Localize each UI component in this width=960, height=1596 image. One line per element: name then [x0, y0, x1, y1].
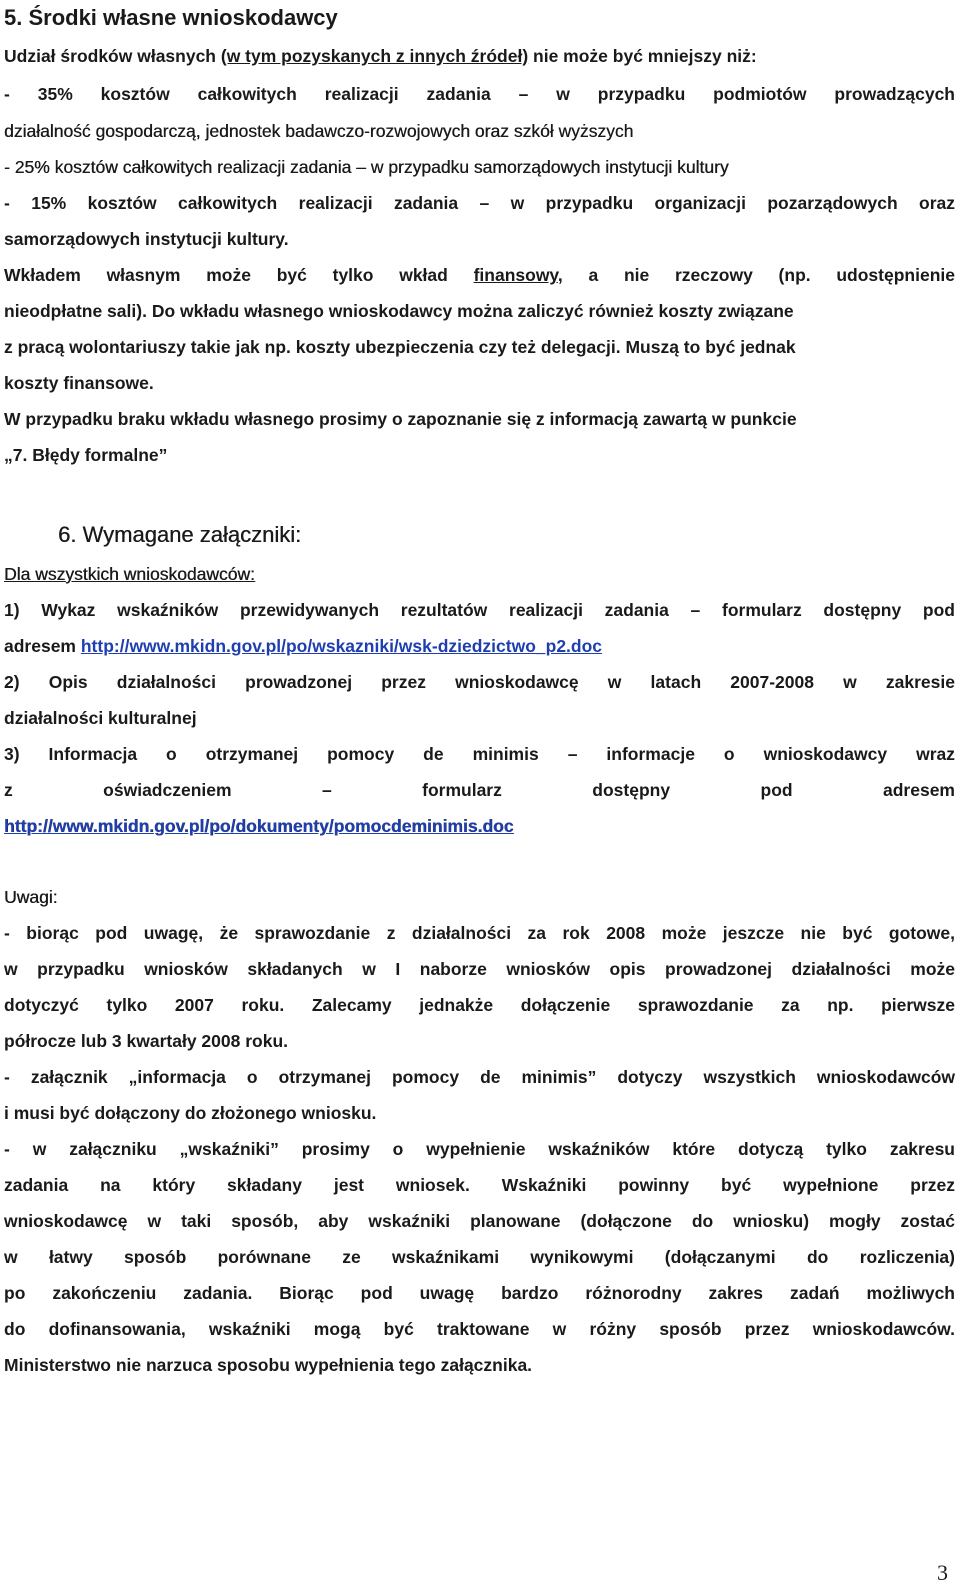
underlined-text: (w tym pozyskanych z innych źródeł): [220, 46, 529, 66]
note-line: półrocze lub 3 kwartały 2008 roku.: [4, 1031, 288, 1051]
note-line: - w załączniku „wskaźniki” prosimy o wypełnienie wskaźników które dotyczą tylko zakresu: [4, 1139, 955, 1159]
note-line: - biorąc pod uwagę, że sprawozdanie z działalności za rok 2008 może jeszcze nie być gotowe,: [4, 923, 955, 943]
list-item: 2) Opis działalności prowadzonej przez wnioskodawcę w latach 2007-2008 w zakresie: [4, 672, 955, 692]
paragraph-line: - 15% kosztów całkowitych realizacji zadania – w przypadku organizacji pozarządowych oraz: [4, 193, 955, 213]
paragraph-line: - 25% kosztów całkowitych realizacji zadania – w przypadku samorządowych instytucji kultury: [4, 157, 729, 177]
list-item: działalności kulturalnej: [4, 708, 197, 728]
paragraph-line: z pracą wolontariuszy takie jak np. koszty ubezpieczenia czy też delegacji. Muszą to być jednak: [4, 337, 796, 357]
text-span: , a nie rzeczowy (np. udostępnienie: [557, 265, 955, 285]
list-item: [4, 814, 955, 838]
notes-heading: Uwagi:: [4, 887, 58, 907]
paragraph-line: koszty finansowe.: [4, 373, 154, 393]
list-item: [4, 634, 955, 658]
section-6-subheading: Dla wszystkich wnioskodawców:: [4, 564, 255, 584]
note-line: w przypadku wniosków składanych w I naborze wniosków opis prowadzonej działalności może: [4, 959, 955, 979]
paragraph-line: [4, 44, 955, 68]
list-item: 1) Wykaz wskaźników przewidywanych rezultatów realizacji zadania – formularz dostępny pod: [4, 600, 955, 620]
paragraph-line: samorządowych instytucji kultury.: [4, 229, 289, 249]
text-span: nieodpłatne sali).: [4, 301, 152, 321]
note-line: po zakończeniu zadania. Biorąc pod uwagę bardzo różnorodny zakres zadań możliwych: [4, 1283, 955, 1303]
note-line: wnioskodawcę w taki sposób, aby wskaźniki planowane (dołączone do wniosku) mogły zostać: [4, 1211, 955, 1231]
list-item: z oświadczeniem – formularz dostępny pod adresem: [4, 780, 955, 800]
section-5-heading: 5. Środki własne wnioskodawcy: [4, 5, 338, 30]
paragraph-line: [4, 299, 955, 323]
text-span: Do wkładu własnego wnioskodawcy można zaliczyć również koszty związane: [151, 301, 794, 321]
note-line: w łatwy sposób porównane ze wskaźnikami wynikowymi (dołączanymi do rozliczenia): [4, 1247, 955, 1267]
text-span: nie może być mniejszy niż:: [528, 46, 757, 66]
note-line: Ministerstwo nie narzuca sposobu wypełnienia tego załącznika.: [4, 1355, 533, 1375]
text-span: Wkładem własnym może być tylko wkład: [4, 265, 474, 285]
text-span: Udział środków własnych: [4, 46, 221, 66]
de-minimis-form-link[interactable]: http://www.mkidn.gov.pl/po/dokumenty/pomocdeminimis.doc: [4, 816, 514, 836]
paragraph-line: działalność gospodarczą, jednostek badawczo-rozwojowych oraz szkół wyższych: [4, 121, 634, 141]
list-item: 3) Informacja o otrzymanej pomocy de minimis – informacje o wnioskodawcy wraz: [4, 744, 955, 764]
paragraph-line: [4, 263, 955, 287]
paragraph-line: „7. Błędy formalne”: [4, 445, 168, 465]
note-line: do dofinansowania, wskaźniki mogą być traktowane w różny sposób przez wnioskodawców.: [4, 1319, 955, 1339]
note-line: dotyczyć tylko 2007 roku. Zalecamy jednakże dołączenie sprawozdanie za np. pierwsze: [4, 995, 955, 1015]
text-span: adresem: [4, 636, 81, 656]
underlined-text: finansowy: [473, 265, 558, 285]
indicators-form-link[interactable]: http://www.mkidn.gov.pl/po/wskazniki/wsk-dziedzictwo_p2.doc: [80, 636, 603, 656]
section-6-heading: 6. Wymagane załączniki:: [58, 522, 302, 547]
note-line: zadania na który składany jest wniosek. Wskaźniki powinny być wypełnione przez: [4, 1175, 955, 1195]
paragraph-line: W przypadku braku wkładu własnego prosimy o zapoznanie się z informacją zawartą w punkcie: [4, 409, 797, 429]
paragraph-line: - 35% kosztów całkowitych realizacji zadania – w przypadku podmiotów prowadzących: [4, 84, 955, 104]
page-number: 3: [937, 1560, 948, 1585]
note-line: i musi być dołączony do złożonego wniosku.: [4, 1103, 377, 1123]
note-line: - załącznik „informacja o otrzymanej pomocy de minimis” dotyczy wszystkich wnioskodawców: [4, 1067, 955, 1087]
